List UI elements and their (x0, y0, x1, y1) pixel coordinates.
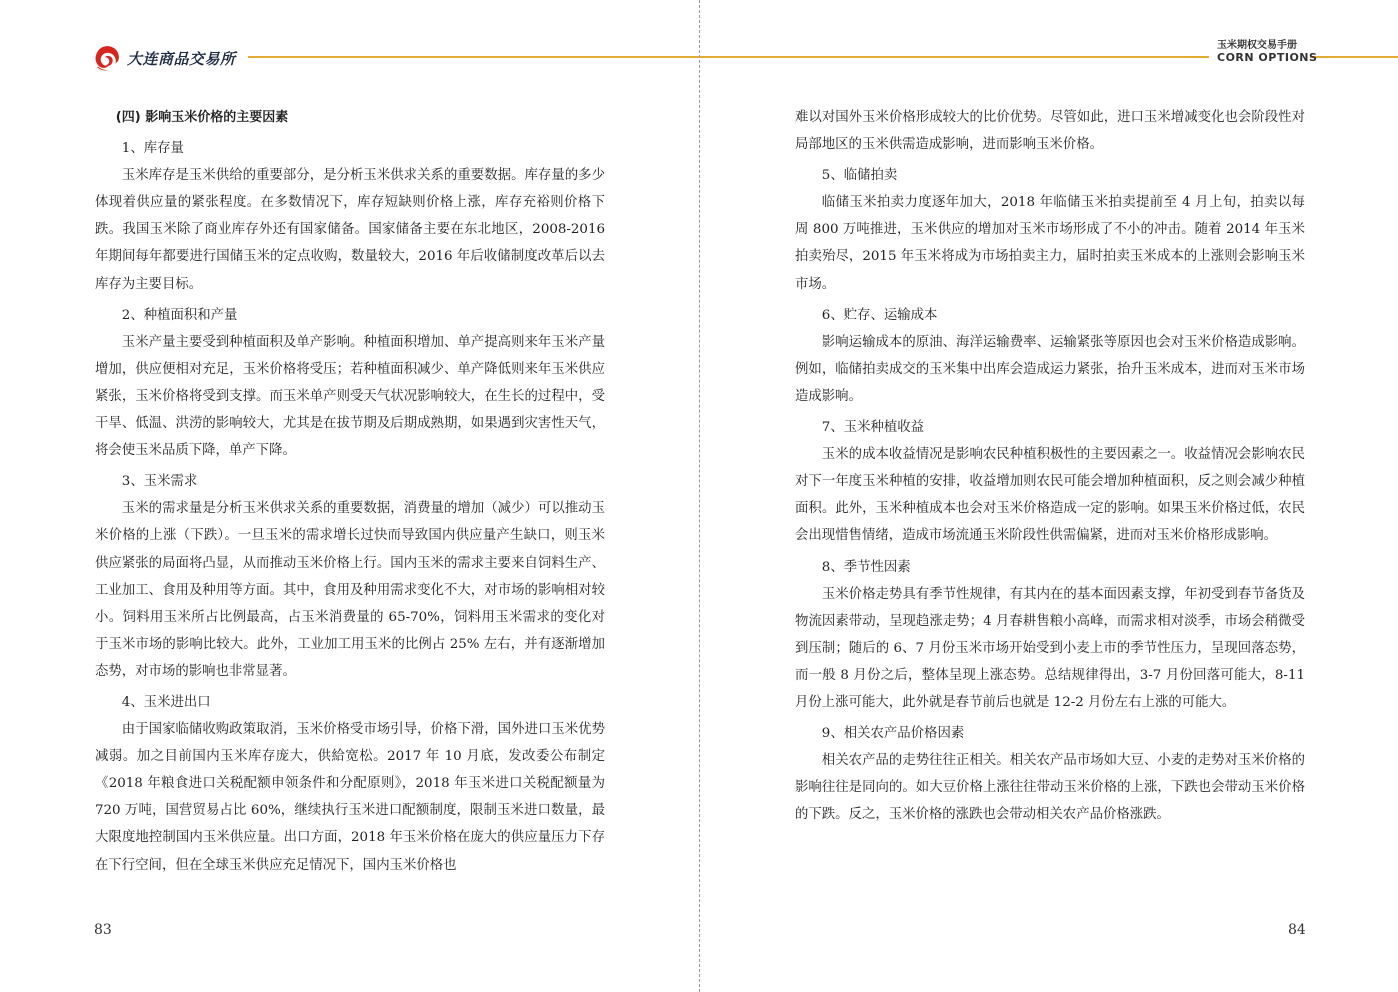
book-title-en: CORN OPTIONS (1217, 51, 1318, 64)
body-paragraph: 由于国家临储收购政策取消，玉米价格受市场引导，价格下滑，国外进口玉米优势减弱。加之目前国内玉米库存庞大，供給宽松。2017 年 10 月底，发改委公布制定《2018 年粮食进口关税配额申领条件和分配原则》，2018 年玉米进口关税配额量为 720 万吨，国营贸易占比 60%，继续执行玉米进口配额制度，限制玉米进口数量，最大限度地控制国内玉米供应量。出口方面，2018 年玉米价格在庞大的供应量压力下存在下行空间，但在全球玉米供应充足情况下，国内玉米价格也 (95, 722, 605, 873)
body-paragraph: 临储玉米拍卖力度逐年加大，2018 年临储玉米拍卖提前至 4 月上旬，拍卖以每周 800 万吨推进，玉米供应的增加对玉米市场形成了不小的冲击。随着 2014 年玉米拍卖殆尽，2015 年玉米将成为市场拍卖主力，届时拍卖玉米成本的上涨则会影响玉米市场。 (795, 195, 1305, 292)
dce-logo-icon (93, 44, 121, 72)
header-rule (700, 56, 1209, 58)
page-number: 83 (94, 922, 112, 938)
page-number: 84 (1288, 922, 1306, 938)
header-rule (248, 56, 699, 58)
body-paragraph: 玉米库存是玉米供给的重要部分，是分析玉米供求关系的重要数据。库存量的多少体现着供应量的紧张程度。在多数情况下，库存短缺则价格上涨，库存充裕则价格下跌。我国玉米除了商业库存外还有国家储备。国家储备主要在东北地区，2008-2016 年期间每年都要进行国储玉米的定点收购，数量较大，2016 年后收储制度改革后以去库存为主要目标。 (95, 168, 605, 292)
body-paragraph: 玉米价格走势具有季节性规律，有其内在的基本面因素支撑，年初受到春节备货及物流因素带动，呈现趋涨走势；4 月春耕售粮小高峰，而需求相对淡季，市场会稍微受到压制；随后的 6、7 月份玉米市场开始受到小麦上市的季节性压力，呈现回落态势，而一般 8 月份之后，整体呈现上涨态势。总结规律得出，3-7 月份回落可能大，8-11 月份上涨可能大，此外就是春节前后也就是 12-2 月份左右上涨的可能大。 (795, 586, 1305, 710)
right-page (700, 0, 1398, 992)
body-paragraph: 相关农产品的走势往往正相关。相关农产品市场如大豆、小麦的走势对玉米价格的影响往往是同向的。如大豆价格上涨往往带动玉米价格的上涨，下跌也会带动玉米价格的下跌。反之，玉米价格的涨跌也会带动相关农产品价格涨跌。 (795, 753, 1305, 823)
subsection-heading: 6、贮存、运输成本 (821, 307, 938, 323)
subsection-heading: 2、种植面积和产量 (121, 307, 238, 323)
header-rule-tail (1310, 56, 1398, 58)
body-paragraph: 影响运输成本的原油、海洋运输费率、运输紧张等原因也会对玉米价格造成影响。例如，临储拍卖成交的玉米集中出库会造成运力紧张，抬升玉米成本，进而对玉米市场造成影响。 (795, 334, 1305, 404)
section-title: (四) 影响玉米价格的主要因素 (115, 110, 289, 125)
org-logo (93, 44, 236, 72)
left-page-body (95, 104, 605, 879)
body-paragraph: 玉米产量主要受到种植面积及单产影响。种植面积增加、单产提高则来年玉米产量增加，供应便相对充足，玉米价格将受压；若种植面积减少、单产降低则来年玉米供应紧张，玉米价格将受到支撑。而玉米单产则受天气状况影响较大，在生长的过程中，受干旱、低温、洪涝的影响较大，尤其是在拔节期及后期成熟期，如果遇到灾害性天气，将会使玉米品质下降，单产下降。 (95, 334, 605, 459)
subsection-heading: 3、玉米需求 (121, 474, 198, 490)
body-paragraph: 玉米的成本收益情况是影响农民种植积极性的主要因素之一。收益情况会影响农民对下一年度玉米种植的安排，收益增加则农民可能会增加种植面积，反之则会减少种植面积。此外，玉米种植成本也会对玉米价格造成一定的影响。如果玉米价格过低，农民会出现惜售情绪，造成市场流通玉米阶段性供需偏紧，进而对玉米价格形成影响。 (795, 447, 1305, 544)
body-paragraph: 玉米的需求量是分析玉米供求关系的重要数据，消费量的增加（减少）可以推动玉米价格的上涨（下跌）。一旦玉米的需求增长过快而导致国内供应量产生缺口，则玉米供应紧张的局面将凸显，从而推动玉米价格上行。国内玉米的需求主要来自饲料生产、工业加工、食用及种用等方面。其中，食用及种用需求变化不大，对市场的影响相对较小。饲料用玉米所占比例最高，占玉米消费量的 65-70%，饲料用玉米需求的变化对于玉米市场的影响比较大。此外，工业加工用玉米的比例占 25% 左右，并有逐渐增加态势，对市场的影响也非常显著。 (95, 501, 605, 679)
subsection-heading: 1、库存量 (121, 141, 184, 157)
subsection-heading: 8、季节性因素 (821, 559, 911, 575)
subsection-heading: 7、玉米种植收益 (821, 420, 925, 436)
subsection-heading: 9、相关农产品价格因素 (821, 726, 965, 742)
body-paragraph: 难以对国外玉米价格形成较大的比价优势。尽管如此，进口玉米增减变化也会阶段性对局部地区的玉米供需造成影响，进而影响玉米价格。 (795, 110, 1305, 153)
subsection-heading: 5、临储拍卖 (821, 168, 898, 184)
right-page-body (795, 104, 1305, 828)
book-title-zh: 玉米期权交易手册 (1217, 40, 1297, 51)
subsection-heading: 4、玉米进出口 (121, 694, 211, 710)
org-name: 大连商品交易所 (127, 49, 236, 68)
